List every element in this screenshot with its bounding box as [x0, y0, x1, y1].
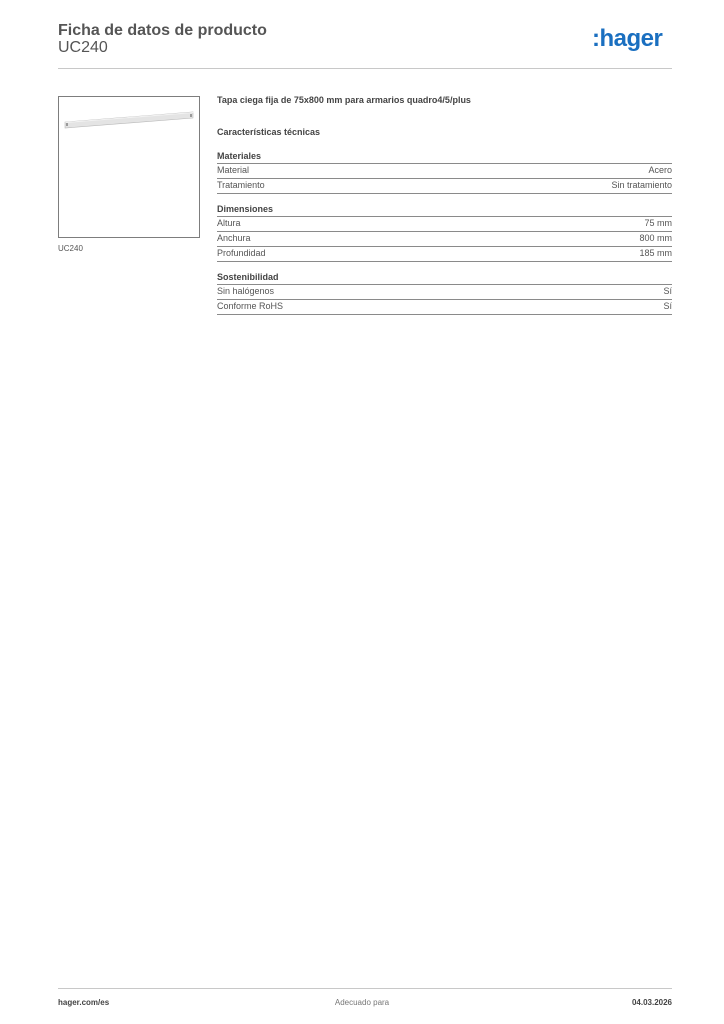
spec-group-title: Materiales: [217, 151, 672, 164]
spec-group-dimensiones: [217, 204, 672, 262]
footer-date: 04.03.2026: [631, 998, 672, 1007]
footer-website-link[interactable]: hager.com/es: [58, 998, 110, 1007]
spec-value: 185 mm: [639, 248, 672, 258]
spec-label: Altura: [217, 218, 241, 228]
spec-group-title: Sostenibilidad: [217, 272, 672, 285]
spec-label: Conforme RoHS: [217, 301, 284, 311]
hager-logo: :hager: [592, 25, 663, 52]
image-caption: UC240: [58, 244, 83, 253]
spec-value: Sí: [663, 301, 672, 311]
spec-value: Sí: [663, 286, 672, 296]
specs-heading: Características técnicas: [217, 127, 321, 137]
footer-note: Adecuado para: [334, 998, 390, 1007]
spec-label: Anchura: [217, 233, 251, 243]
spec-row: [217, 247, 672, 262]
product-description: Tapa ciega fija de 75x800 mm para armarios quadro4/5/plus: [217, 95, 471, 105]
spec-label: Sin halógenos: [217, 286, 275, 296]
spec-group-title: Dimensiones: [217, 204, 672, 217]
spec-row: [217, 164, 672, 179]
spec-label: Material: [217, 165, 250, 175]
spec-value: Acero: [648, 165, 672, 175]
header-divider: [58, 68, 672, 69]
spec-row: [217, 179, 672, 194]
spec-row: [217, 285, 672, 300]
spec-row: [217, 217, 672, 232]
spec-label: Profundidad: [217, 248, 266, 258]
product-reference: UC240: [58, 39, 108, 56]
spec-group-sostenibilidad: [217, 272, 672, 315]
spec-row: [217, 232, 672, 247]
product-image: [63, 110, 195, 130]
product-details: [217, 95, 672, 325]
spec-group-materiales: [217, 151, 672, 194]
spec-row: [217, 300, 672, 315]
spec-value: 75 mm: [644, 218, 672, 228]
spec-label: Tratamiento: [217, 180, 265, 190]
spec-value: Sin tratamiento: [611, 180, 672, 190]
product-image-frame: [58, 96, 200, 238]
footer-divider: [58, 988, 672, 989]
page-title: Ficha de datos de producto: [58, 22, 267, 39]
spec-value: 800 mm: [639, 233, 672, 243]
